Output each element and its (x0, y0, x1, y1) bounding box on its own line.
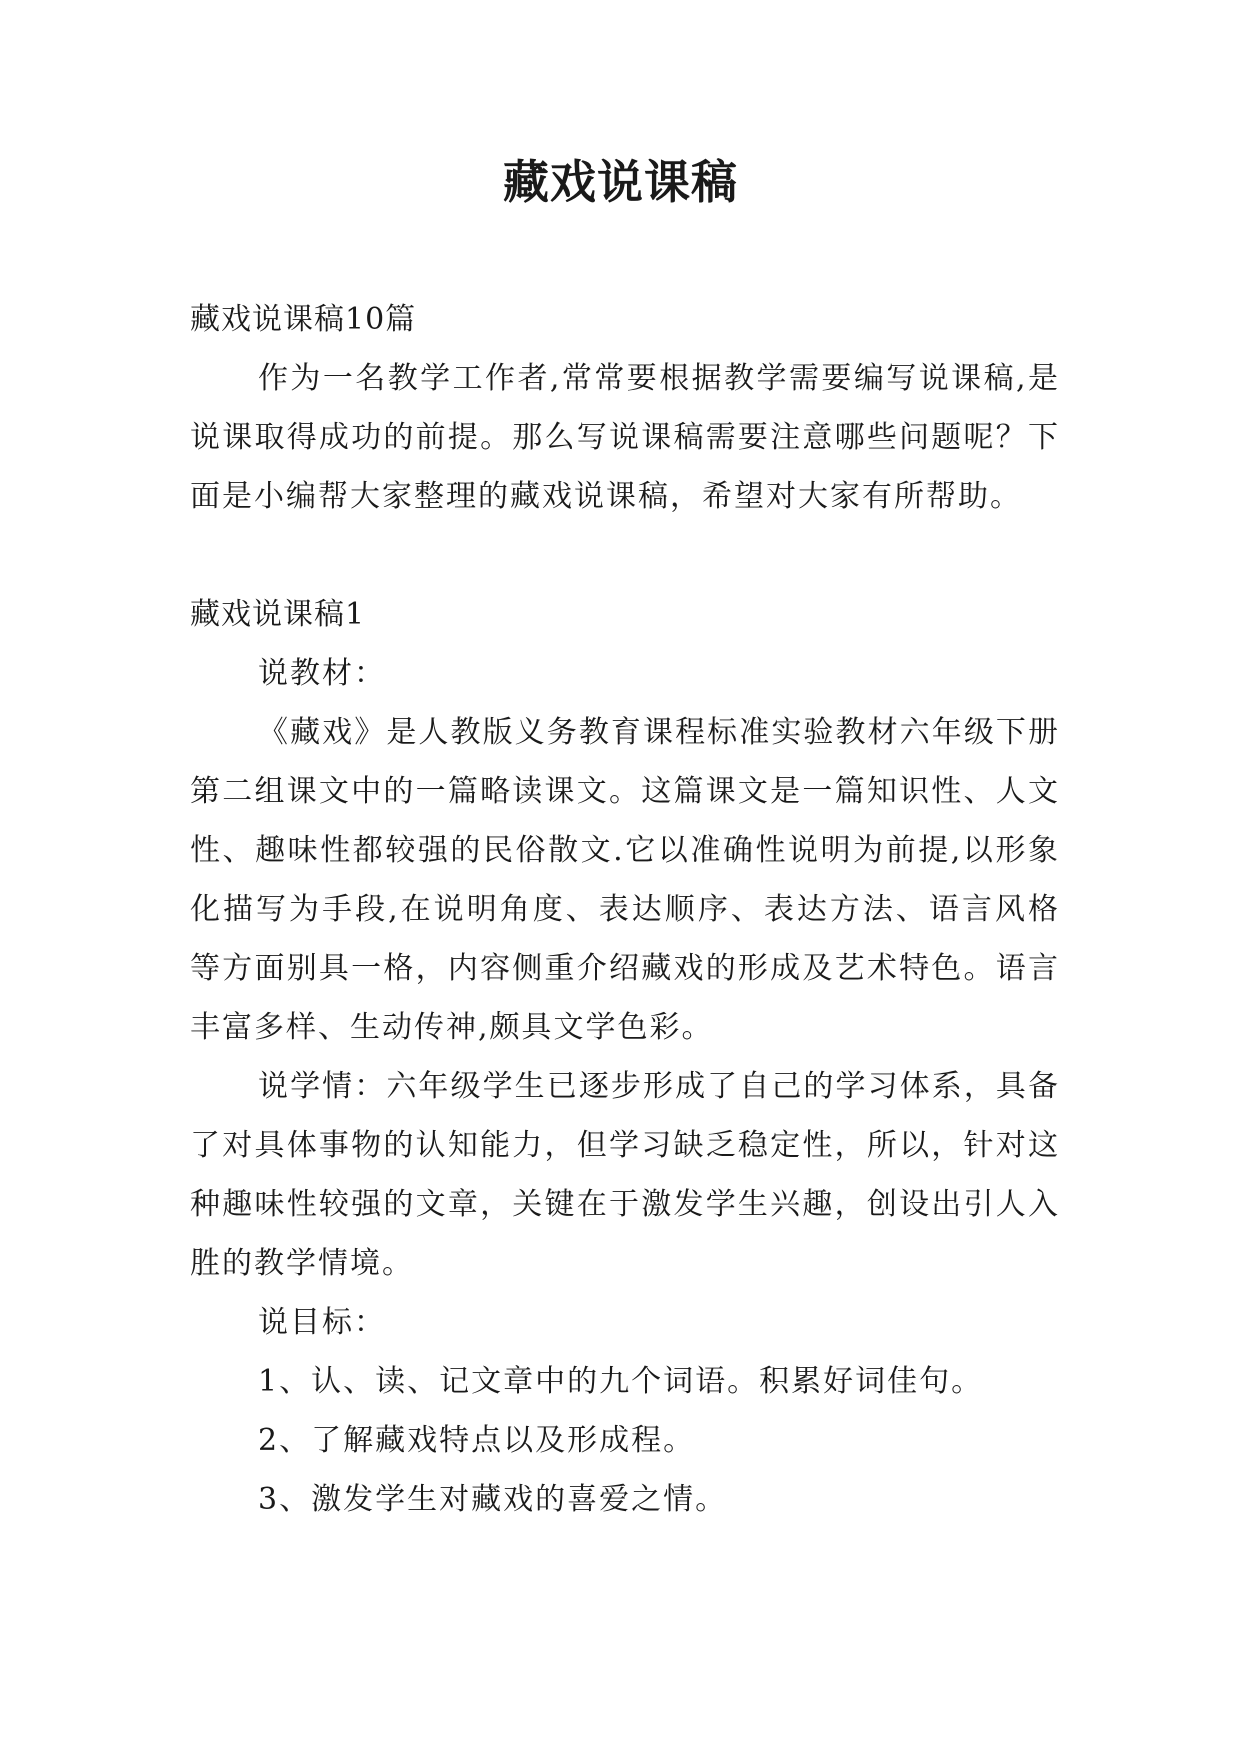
goals-label: 说目标： (258, 1305, 386, 1340)
document-subtitle: 藏戏说课稿10篇 (190, 302, 417, 337)
students-paragraph: 说学情：六年级学生已逐步形成了自己的学习体系，具备了对具体事物的认知能力，但学习缺乏稳定性，所以，针对这种趣味性较强的文章，关键在于激发学生兴趣，创设出引人入胜的教学情境。 (190, 1069, 1060, 1281)
material-paragraph: 《藏戏》是人教版义务教育课程标准实验教材六年级下册第二组课文中的一篇略读课文。这篇课文是一篇知识性、人文性、趣味性都较强的民俗散文.它以准确性说明为前提,以形象化描写为手段,在说明角度、表达顺序、表达方法、语言风格等方面别具一格，内容侧重介绍藏戏的形成及艺术特色。语言丰富多样、生动传神,颇具文学色彩。 (190, 715, 1060, 1045)
goal-item: 2、了解藏戏特点以及形成程。 (258, 1423, 696, 1458)
material-label: 说教材： (258, 656, 386, 691)
goal-item: 1、认、读、记文章中的九个词语。积累好词佳句。 (258, 1364, 984, 1399)
section-spacer (190, 526, 1060, 585)
section-heading: 藏戏说课稿1 (190, 597, 366, 632)
goal-item: 3、激发学生对藏戏的喜爱之情。 (258, 1482, 728, 1517)
document-body (190, 290, 1060, 1529)
intro-paragraph: 作为一名教学工作者,常常要根据教学需要编写说课稿,是说课取得成功的前提。那么写说课稿需要注意哪些问题呢？下面是小编帮大家整理的藏戏说课稿，希望对大家有所帮助。 (190, 361, 1060, 514)
document-title: 藏戏说课稿 (503, 155, 738, 209)
